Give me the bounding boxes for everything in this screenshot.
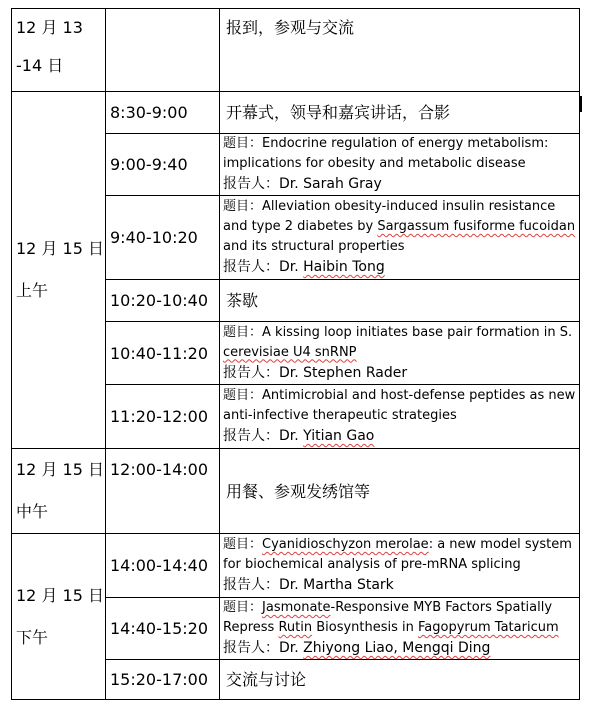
- schedule-table: [11, 8, 580, 700]
- time-cell: 10:20-10:40: [106, 280, 220, 322]
- activity-cell: 用餐、参观发绣馆等: [220, 449, 580, 534]
- speaker-label: 报告人：: [223, 577, 279, 593]
- date-line: 12 月 15 日: [16, 460, 104, 479]
- date-line: -14 日: [16, 56, 64, 75]
- talk-title: Endocrine regulation of energy metabolism: implications for obesity and metabolic disease: [223, 136, 549, 171]
- table-row: [12, 9, 580, 92]
- title-label: 题目：: [223, 537, 263, 552]
- date-line: 12 月 13: [16, 18, 83, 37]
- time-cell: 9:40-10:20: [106, 196, 220, 280]
- talk-title: Rutin: [278, 620, 313, 635]
- speaker-name: Zhiyong Liao, Mengqi Ding: [303, 640, 491, 656]
- table-row: [12, 92, 580, 134]
- talk-title: Fagopyrum Tataricum: [418, 620, 559, 635]
- speaker-label: 报告人：: [223, 640, 279, 656]
- title-label: 题目：: [223, 388, 263, 403]
- talk-title: Antimicrobial and host-defense peptides as new anti-infective therapeutic strategies: [223, 388, 576, 423]
- date-line: 中午: [16, 502, 49, 521]
- activity-cell: 交流与讨论: [220, 660, 580, 700]
- speaker-label: 报告人：: [223, 259, 279, 275]
- time-cell: 8:30-9:00: [106, 92, 220, 134]
- date-cell: [12, 449, 106, 534]
- speaker-name: Dr.: [279, 428, 304, 444]
- text-cursor: [580, 96, 582, 112]
- title-label: 题目：: [223, 136, 263, 151]
- speaker-label: 报告人：: [223, 176, 279, 192]
- talk-cell: [220, 196, 580, 280]
- table-row: [12, 449, 580, 534]
- activity-cell: 报到，参观与交流: [220, 9, 580, 92]
- speaker-name: Yitian Gao: [303, 428, 375, 444]
- time-cell: 10:40-11:20: [106, 322, 220, 385]
- speaker-name: Dr. Stephen Rader: [279, 364, 408, 381]
- speaker-label: 报告人：: [223, 364, 279, 381]
- talk-title: A kissing loop initiates base pair formation in S.: [262, 324, 573, 340]
- talk-title: Jasmonate: [262, 600, 331, 615]
- talk-cell: [220, 134, 580, 196]
- time-cell: 12:00-14:00: [106, 449, 220, 534]
- date-line: 上午: [16, 281, 49, 300]
- speaker-label: 报告人：: [223, 428, 279, 444]
- activity-cell: 开幕式，领导和嘉宾讲话，合影: [220, 92, 580, 134]
- talk-title: Cyanidioschyzon merolae: [262, 537, 429, 552]
- title-label: 题目：: [223, 199, 263, 214]
- speaker-name: Dr. Sarah Gray: [279, 176, 382, 192]
- talk-title: : a new model system for biochemical analysis of pre-mRNA splicing: [223, 537, 572, 572]
- talk-title: Biosynthesis in: [312, 620, 419, 635]
- talk-title: -Responsive MYB Factors Spatially Repress: [223, 600, 553, 635]
- date-cell: [12, 534, 106, 700]
- talk-title: Sargassum fusiforme fucoidan: [377, 219, 576, 234]
- date-line: 12 月 15 日: [16, 239, 104, 258]
- table-row: [12, 534, 580, 598]
- date-cell: [12, 9, 106, 92]
- time-cell: 14:00-14:40: [106, 534, 220, 598]
- talk-title: and its structural properties: [223, 239, 405, 254]
- talk-title: Alleviation obesity-induced insulin resistance and type 2 diabetes by: [223, 199, 556, 234]
- speaker-name: Dr.: [279, 259, 304, 275]
- talk-cell: [220, 322, 580, 385]
- talk-title: cerevisiae U4 snRNP: [223, 344, 357, 360]
- date-cell: [12, 92, 106, 449]
- time-cell: [106, 9, 220, 92]
- time-cell: 15:20-17:00: [106, 660, 220, 700]
- time-cell: 9:00-9:40: [106, 134, 220, 196]
- talk-cell: [220, 534, 580, 598]
- speaker-name: Dr.: [279, 640, 304, 656]
- date-line: 下午: [16, 627, 49, 647]
- time-cell: 14:40-15:20: [106, 598, 220, 660]
- title-label: 题目：: [223, 324, 263, 340]
- time-cell: 11:20-12:00: [106, 385, 220, 449]
- speaker-name: Dr. Martha Stark: [279, 577, 394, 593]
- title-label: 题目：: [223, 600, 263, 615]
- talk-cell: [220, 385, 580, 449]
- speaker-name: Haibin Tong: [303, 259, 385, 275]
- date-line: 12 月 15 日: [16, 585, 104, 605]
- talk-cell: [220, 598, 580, 660]
- activity-cell: 茶歇: [220, 280, 580, 322]
